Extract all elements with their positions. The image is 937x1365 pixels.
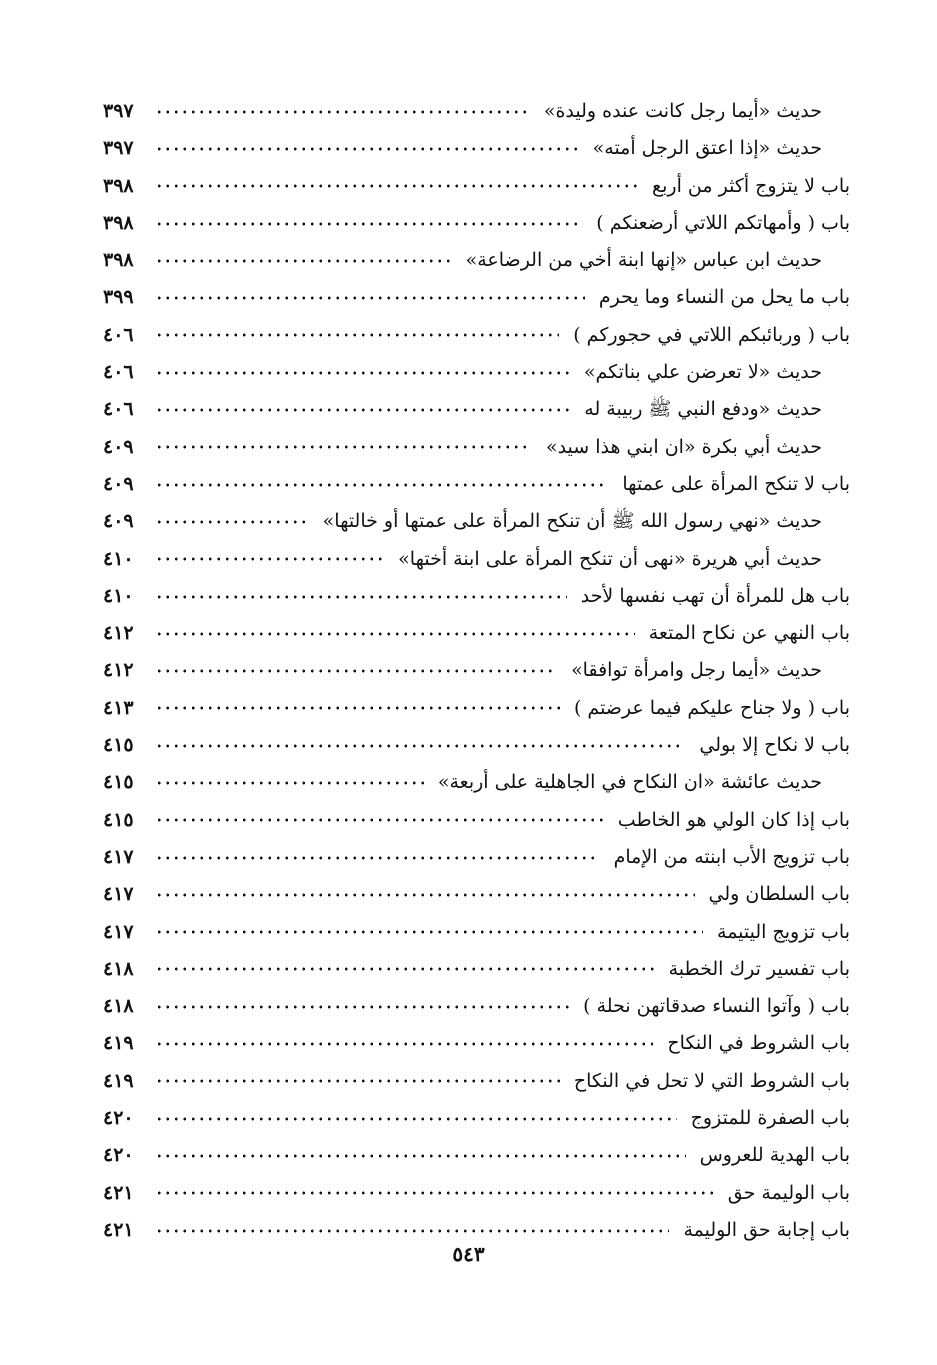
- toc-entry-page: ٣٩٨: [103, 174, 134, 197]
- toc-entry: [103, 1025, 850, 1062]
- toc-entry-title: باب ما يحل من النساء وما يحرم: [598, 286, 850, 309]
- dot-leader: [155, 220, 582, 228]
- toc-entry-title: حديث عائشة «ان النكاح في الجاهلية على أربعة»: [437, 771, 822, 794]
- toc-entry-title: باب الشروط في النكاح: [667, 1032, 850, 1055]
- toc-entry: [103, 1100, 850, 1137]
- dot-leader: [155, 1152, 686, 1160]
- toc-entry: [103, 690, 850, 727]
- toc-entry-title: باب تفسير ترك الخطبة: [668, 957, 850, 980]
- toc-entry-page: ٣٩٧: [103, 137, 134, 160]
- toc-entry-page: ٤٢٠: [103, 1144, 134, 1167]
- toc-entry: [103, 354, 850, 391]
- toc-entry: [103, 168, 850, 205]
- toc-entry-title: باب السلطان ولي: [708, 883, 850, 906]
- dot-leader: [155, 593, 567, 601]
- toc-entry: [103, 988, 850, 1025]
- dot-leader: [155, 667, 557, 675]
- toc-entry: [103, 802, 850, 839]
- dot-leader: [155, 779, 424, 787]
- toc-entry-page: ٤١٢: [103, 659, 134, 682]
- toc-entry: [103, 130, 850, 167]
- toc-entry: [103, 914, 850, 951]
- dot-leader: [155, 182, 638, 190]
- toc-entry-page: ٤١٨: [103, 957, 134, 980]
- toc-entry: [103, 615, 850, 652]
- toc-entry-page: ٤١٧: [103, 920, 134, 943]
- dot-leader: [155, 630, 635, 638]
- toc-entry: [103, 727, 850, 764]
- dot-leader: [155, 406, 570, 414]
- toc-entry-page: ٤١٢: [103, 622, 134, 645]
- toc-entry-title: باب ( وربائبكم اللاتي في حجوركم ): [573, 323, 850, 346]
- toc-entry-title: باب لا نكاح إلا بولي: [699, 734, 850, 757]
- toc-entry-title: باب لا تنكح المرأة على عمتها: [622, 472, 850, 495]
- toc-entry-title: حديث «ودفع النبي ﷺ ربيبة له: [584, 398, 822, 421]
- toc-entry: [103, 466, 850, 503]
- toc-entry-page: ٤٠٩: [103, 435, 134, 458]
- dot-leader: [155, 1115, 677, 1123]
- toc-entry: [103, 541, 850, 578]
- toc-entry: [103, 391, 850, 428]
- toc-entry-page: ٤٢١: [103, 1218, 134, 1241]
- dot-leader: [155, 704, 560, 712]
- toc-entry-page: ٣٩٩: [103, 286, 134, 309]
- toc-entry: [103, 1063, 850, 1100]
- toc-entry-title: باب ( ولا جناح عليكم فيما عرضتم ): [573, 696, 850, 719]
- toc-entry-page: ٤١٩: [103, 1069, 134, 1092]
- toc-entry-title: حديث ابن عباس «إنها ابنة أخي من الرضاعة»: [465, 249, 822, 272]
- toc-entry-page: ٤٠٩: [103, 472, 134, 495]
- toc-entry-page: ٣٩٨: [103, 249, 134, 272]
- toc-entry-title: باب الهدية للعروس: [699, 1144, 850, 1167]
- toc-entry: [103, 764, 850, 801]
- toc-entry-title: حديث «أيما رجل كانت عنده وليدة»: [543, 100, 822, 122]
- toc-entry-page: ٤١٥: [103, 734, 134, 757]
- page-number: ٥٤٣: [452, 1242, 485, 1266]
- toc-entry: [103, 279, 850, 316]
- toc-entry-page: ٤١٧: [103, 845, 134, 868]
- dot-leader: [155, 518, 309, 526]
- toc-entry: [103, 317, 850, 354]
- toc-entry: [103, 1175, 850, 1212]
- toc-entry-title: حديث «لا تعرضن علي بناتكم»: [583, 361, 822, 384]
- toc-entry: [103, 951, 850, 988]
- dot-leader: [155, 1077, 560, 1085]
- toc-entry: [103, 578, 850, 615]
- toc-entry-title: باب الصفرة للمتزوج: [690, 1107, 850, 1130]
- dot-leader: [155, 1227, 669, 1235]
- dot-leader: [155, 854, 600, 862]
- toc-entry-title: حديث «إذا اعتق الرجل أمته»: [592, 137, 822, 160]
- toc-entry-page: ٤١٠: [103, 547, 134, 570]
- table-of-contents: [103, 93, 850, 1249]
- toc-entry-page: ٤١٩: [103, 1032, 134, 1055]
- dot-leader: [155, 742, 685, 750]
- toc-entry: [103, 429, 850, 466]
- toc-entry-title: حديث «نهي رسول الله ﷺ أن تنكح المرأة على عمتها أو خالتها»: [322, 510, 822, 533]
- dot-leader: [155, 816, 604, 824]
- toc-entry-page: ٤١٨: [103, 995, 134, 1018]
- toc-entry-page: ٤١٠: [103, 584, 134, 607]
- toc-entry-page: ٣٩٧: [103, 100, 134, 122]
- dot-leader: [155, 294, 585, 302]
- toc-entry-page: ٤١٥: [103, 808, 134, 831]
- toc-entry-title: باب تزويج اليتيمة: [717, 920, 850, 943]
- toc-entry: [103, 1137, 850, 1174]
- dot-leader: [155, 555, 384, 563]
- toc-entry-title: باب تزويج الأب ابنته من الإمام: [613, 845, 850, 868]
- toc-entry: [103, 503, 850, 540]
- dot-leader: [155, 145, 579, 153]
- toc-entry-page: ٤٢١: [103, 1181, 134, 1204]
- toc-entry-title: باب الوليمة حق: [727, 1181, 850, 1204]
- toc-entry-title: باب إجابة حق الوليمة: [683, 1218, 850, 1241]
- toc-entry-title: حديث أبي بكرة «ان ابني هذا سيد»: [545, 435, 822, 458]
- toc-entry-page: ٤٠٦: [103, 398, 134, 421]
- toc-entry-title: باب النهي عن نكاح المتعة: [648, 622, 850, 645]
- toc-entry-title: باب هل للمرأة أن تهب نفسها لأحد: [580, 584, 850, 607]
- toc-entry-page: ٣٩٨: [103, 211, 134, 234]
- toc-entry-title: حديث «أيما رجل وامرأة توافقا»: [571, 659, 822, 682]
- toc-entry-page: ٤٠٩: [103, 510, 134, 533]
- dot-leader: [155, 965, 655, 973]
- dot-leader: [155, 331, 559, 339]
- dot-leader: [155, 257, 452, 265]
- toc-entry: [103, 205, 850, 242]
- toc-entry-page: ٤٢٠: [103, 1107, 134, 1130]
- dot-leader: [155, 1040, 653, 1048]
- dot-leader: [155, 443, 532, 451]
- dot-leader: [155, 1003, 569, 1011]
- toc-entry-title: باب لا يتزوج أكثر من أربع: [652, 174, 850, 197]
- toc-entry: [103, 876, 850, 913]
- toc-entry-page: ٤٠٦: [103, 323, 134, 346]
- toc-entry-title: حديث أبي هريرة «نهى أن تنكح المرأة على ابنة أختها»: [398, 547, 822, 570]
- toc-entry-page: ٤٠٦: [103, 361, 134, 384]
- toc-entry-page: ٤١٥: [103, 771, 134, 794]
- toc-entry-title: باب ( وآتوا النساء صدقاتهن نحلة ): [583, 995, 850, 1018]
- toc-entry: [103, 93, 850, 130]
- dot-leader: [155, 928, 703, 936]
- toc-entry-page: ٤١٧: [103, 883, 134, 906]
- dot-leader: [155, 369, 570, 377]
- toc-entry-title: باب ( وأمهاتكم اللاتي أرضعنكم ): [596, 211, 850, 234]
- toc-entry-title: باب الشروط التي لا تحل في النكاح: [573, 1069, 850, 1092]
- dot-leader: [155, 891, 695, 899]
- toc-entry: [103, 839, 850, 876]
- dot-leader: [155, 1189, 714, 1197]
- toc-entry-page: ٤١٣: [103, 696, 134, 719]
- toc-entry-title: باب إذا كان الولي هو الخاطب: [617, 808, 850, 831]
- toc-entry: [103, 652, 850, 689]
- dot-leader: [155, 108, 530, 116]
- dot-leader: [155, 481, 608, 489]
- toc-entry: [103, 242, 850, 279]
